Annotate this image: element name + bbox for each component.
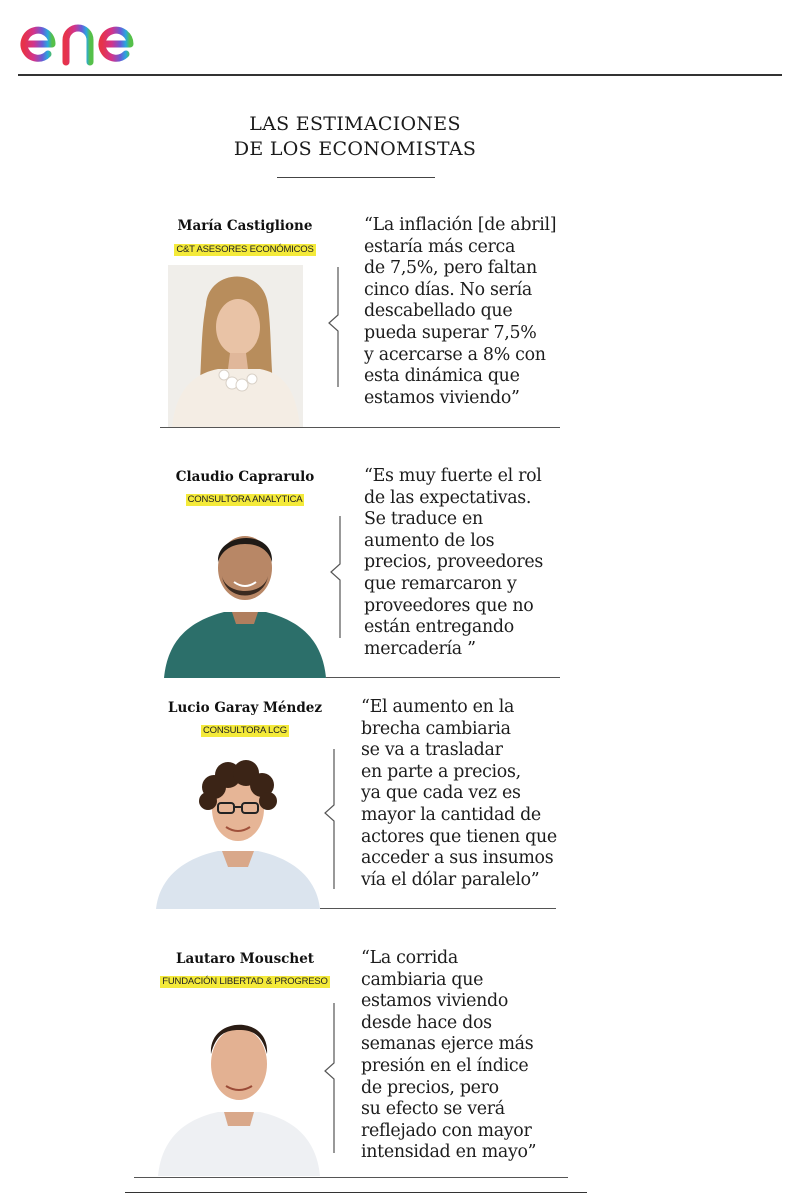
economist-photo [168,265,303,428]
economist-photo [164,516,326,678]
card-rule [134,1177,568,1178]
header-rule [18,74,782,76]
economist-card [130,215,570,430]
card-rule [326,677,560,678]
economist-org: CONSULTORA ANALYTICA [187,494,303,505]
section-title [200,112,510,162]
quote-bracket-icon [328,516,342,638]
card-rule [320,908,556,909]
economist-quote: “La corrida cambiaria que estamos viviendo desde hace dos semanas ejerce más presión en el índice de precios, pero su efecto se verá reflejado con mayor intensidad en mayo” [361,948,537,1163]
economist-card [130,697,570,912]
economist-org: CONSULTORA LCG [203,725,287,736]
economist-card [130,948,570,1178]
economist-org: C&T ASESORES ECONÓMICOS [176,244,314,255]
economist-card [130,466,570,681]
economist-name: Lautaro Mouschet [175,951,315,967]
economist-org: FUNDACIÓN LIBERTAD & PROGRESO [162,976,328,987]
economist-quote: “Es muy fuerte el rol de las expectativas. Se traduce en aumento de los precios, proveedores que remarcaron y proveedores que no están entregando mercadería ” [364,466,543,659]
enel-logo [18,4,180,68]
bottom-rule [125,1192,587,1193]
quote-bracket-icon [326,267,340,387]
economist-quote: “La inflación [de abril] estaría más cerca de 7,5%, pero faltan cinco días. No sería descabellado que pueda superar 7,5% y acercarse a 8% con esta dinámica que estamos viviendo” [364,215,557,408]
quote-bracket-icon [322,1003,336,1153]
quote-bracket-icon [322,749,336,889]
economist-name: Claudio Caprarulo [175,469,315,485]
title-line-2: DE LOS ECONOMISTAS [233,138,477,160]
title-line-1: LAS ESTIMACIONES [249,113,461,135]
economist-photo [156,757,320,909]
card-rule [160,427,560,428]
title-rule [277,177,435,178]
economist-photo [158,994,320,1176]
economist-quote: “El aumento en la brecha cambiaria se va a trasladar en parte a precios, ya que cada vez es mayor la cantidad de actores que tienen que acceder a sus insumos vía el dólar paralelo” [361,697,557,890]
economist-name: Lucio Garay Méndez [167,700,323,716]
economist-name: María Castiglione [177,218,313,234]
